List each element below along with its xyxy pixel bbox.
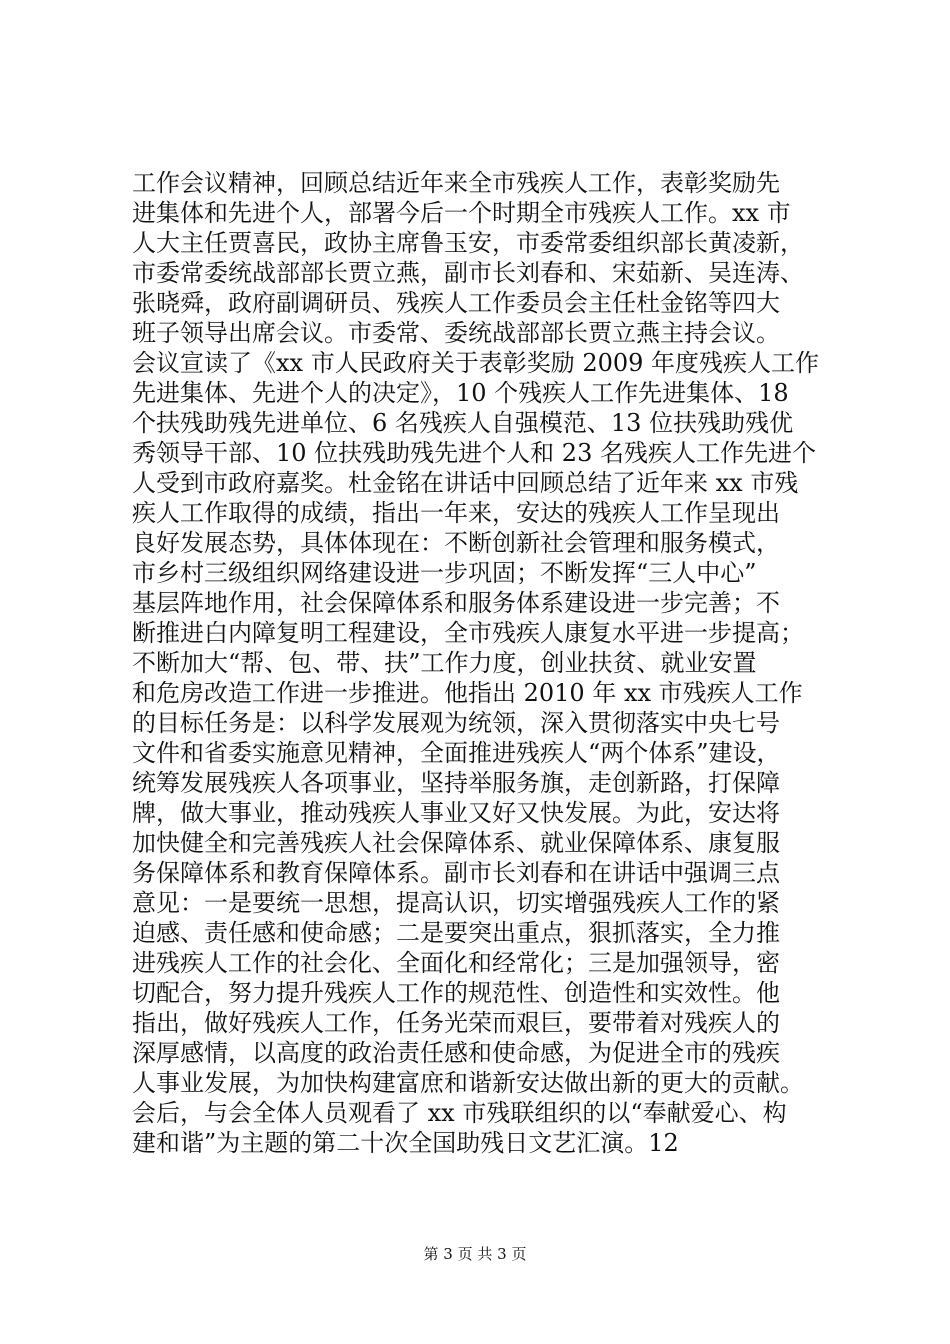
text-line: 进残疾人工作的社会化、全面化和经常化；三是加强领导，密 xyxy=(132,949,780,977)
text-line: 人事业发展，为加快构建富庶和谐新安达做出新的更大的贡献。 xyxy=(132,1069,804,1097)
text-line: 断推进白内障复明工程建设，全市残疾人康复水平进一步提高； xyxy=(132,619,804,647)
text-line: 务保障体系和教育保障体系。副市长刘春和在讲话中强调三点 xyxy=(132,859,780,887)
text-line: 良好发展态势，具体体现在：不断创新社会管理和服务模式， xyxy=(132,529,780,557)
text-line: 会议宣读了《xx 市人民政府关于表彰奖励 2009 年度残疾人工作 xyxy=(132,349,820,377)
text-line: 先进集体、先进个人的决定》，10 个残疾人工作先进集体、18 xyxy=(132,379,789,407)
text-line: 张晓舜，政府副调研员、残疾人工作委员会主任杜金铭等四大 xyxy=(132,289,780,317)
text-line: 指出，做好残疾人工作，任务光荣而艰巨，要带着对残疾人的 xyxy=(132,1009,780,1037)
text-line: 班子领导出席会议。市委常、委统战部部长贾立燕主持会议。 xyxy=(132,319,780,347)
text-line: 文件和省委实施意见精神，全面推进残疾人“两个体系”建设， xyxy=(132,739,781,767)
text-line: 人大主任贾喜民，政协主席鲁玉安，市委常委组织部长黄凌新， xyxy=(132,229,804,257)
text-line: 个扶残助残先进单位、6 名残疾人自强模范、13 位扶残助残优 xyxy=(132,409,794,437)
text-line: 深厚感情，以高度的政治责任感和使命感，为促进全市的残疾 xyxy=(132,1039,780,1067)
page-footer: 第 3 页 共 3 页 xyxy=(423,1245,527,1263)
text-line: 切配合，努力提升残疾人工作的规范性、创造性和实效性。他 xyxy=(132,979,780,1007)
text-line: 工作会议精神，回顾总结近年来全市残疾人工作，表彰奖励先 xyxy=(132,169,780,197)
body-text xyxy=(132,168,832,1158)
text-line: 不断加大“帮、包、带、扶”工作力度，创业扶贫、就业安置 xyxy=(132,649,757,677)
text-line: 迫感、责任感和使命感；二是要突出重点，狠抓落实，全力推 xyxy=(132,919,780,947)
text-line: 人受到市政府嘉奖。杜金铭在讲话中回顾总结了近年来 xx 市残 xyxy=(132,469,799,497)
text-line: 的目标任务是：以科学发展观为统领，深入贯彻落实中央七号 xyxy=(132,709,780,737)
text-line: 和危房改造工作进一步推进。他指出 2010 年 xx 市残疾人工作 xyxy=(132,679,803,707)
text-line: 疾人工作取得的成绩，指出一年来，安达的残疾人工作呈现出 xyxy=(132,499,780,527)
text-line: 秀领导干部、10 位扶残助残先进个人和 23 名残疾人工作先进个 xyxy=(132,439,816,467)
text-line: 会后，与会全体人员观看了 xx 市残联组织的以“奉献爱心、构 xyxy=(132,1099,787,1127)
text-line: 意见：一是要统一思想，提高认识，切实增强残疾人工作的紧 xyxy=(132,889,780,917)
text-line: 市乡村三级组织网络建设进一步巩固；不断发挥“三人中心” xyxy=(132,559,757,587)
text-line: 基层阵地作用，社会保障体系和服务体系建设进一步完善；不 xyxy=(132,589,780,617)
text-line: 牌，做大事业，推动残疾人事业又好又快发展。为此，安达将 xyxy=(132,799,780,827)
text-line: 建和谐”为主题的第二十次全国助残日文艺汇演。12 xyxy=(132,1129,679,1157)
text-line: 统筹发展残疾人各项事业，坚持举服务旗，走创新路，打保障 xyxy=(132,769,780,797)
text-line: 进集体和先进个人，部署今后一个时期全市残疾人工作。xx 市 xyxy=(132,199,791,227)
text-line: 加快健全和完善残疾人社会保障体系、就业保障体系、康复服 xyxy=(132,829,780,857)
text-line: 市委常委统战部部长贾立燕，副市长刘春和、宋茹新、吴连涛、 xyxy=(132,259,804,287)
